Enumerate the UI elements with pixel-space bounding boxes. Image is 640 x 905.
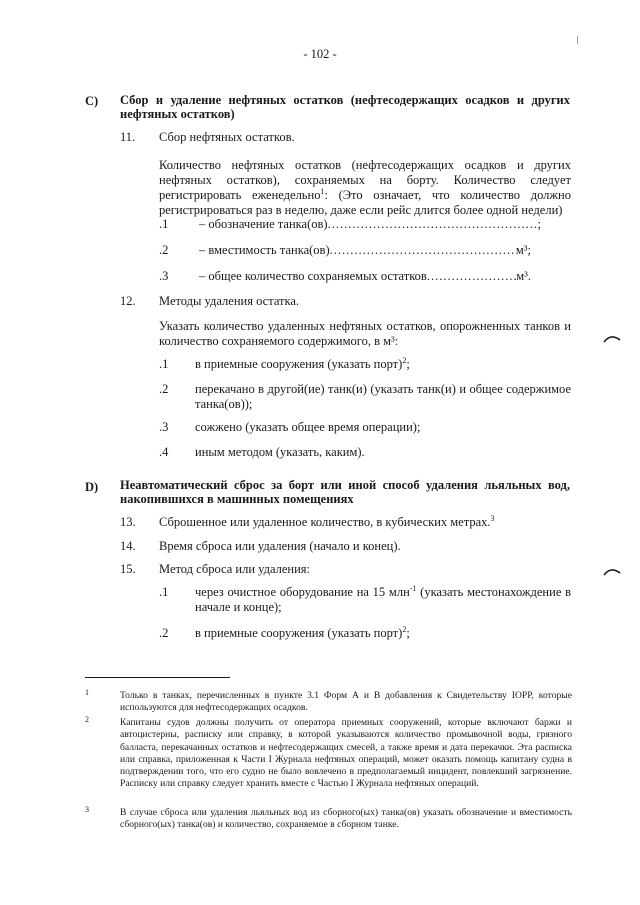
footnote-1-text: Только в танках, перечисленных в пункте 3.1 Форм А и В добавления к Свидетельству IOPP, которые используются для нефтесодержащих осадков. — [120, 690, 572, 714]
item-12-1-text-wrap — [195, 357, 571, 372]
item-13-number: 13. — [120, 515, 136, 529]
item-11-2-line — [199, 243, 531, 258]
item-15-1-text-b: (указать местонахождение в начале и конце); — [195, 585, 571, 614]
item-11-1-number: .1 — [159, 217, 169, 231]
footnote-ref-2: 2 — [402, 624, 407, 634]
item-11-paragraph-a: Количество нефтяных остатков (нефтесодержащих осадков и других нефтяных остатков), сохраняемых на борту. Количество следует регистрировать еженедельно — [159, 158, 571, 202]
margin-curl-mark — [603, 333, 621, 343]
item-15-1-text-wrap — [195, 585, 571, 615]
item-12-2-number: .2 — [159, 382, 169, 396]
section-c-letter: C) — [85, 94, 99, 108]
footnote-3-text: В случае сброса или удаления льяльных вод из сборного(ых) танка(ов) указать обозначение и вместимость сборного(ых) танка(ов) и количество, сохраняемое в сборном танке. — [120, 807, 572, 831]
section-d-letter: D) — [85, 480, 99, 494]
footnote-1-number: 1 — [85, 688, 89, 697]
item-11-3-line — [199, 269, 531, 284]
item-12-2-text: перекачано в другой(ие) танк(и) (указать танк(и) и общее содержимое танка(ов)); — [195, 382, 571, 411]
item-15-2-number: .2 — [159, 626, 169, 640]
item-12-3-text: сожжено (указать общее время операции); — [195, 420, 421, 434]
item-11-3-end: м³. — [516, 269, 531, 283]
footnote-2-text: Капитаны судов должны получить от оператора приемных сооружений, которые включают баржи и автоцистерны, расписку или справку, в которой указываются количество промывочной воды, грязного балласта, перекачанных остатков и нефтесодержащих смесей, а также время и дата перекачки. Эта расписка или справка, приложенная к Части I Журнала нефтяных операций, может оказать помощь капитану судна в подтверждении того, что его судно не было вовлечено в предполагаемый инцидент, повлекший загрязнение. Расписку или справку следует хранить вместе с Частью I Журнала нефтяных операций. — [120, 717, 572, 790]
footnote-2-number: 2 — [85, 715, 89, 724]
item-11-2-number: .2 — [159, 243, 169, 257]
item-15-1-text-a: через очистное оборудование на 15 млн — [195, 585, 410, 599]
footnote-ref-1: 1 — [320, 186, 325, 196]
margin-tick — [577, 36, 578, 44]
item-11-2-text: – вместимость танка(ов) — [199, 243, 330, 257]
item-11-3-number: .3 — [159, 269, 169, 283]
item-11-paragraph-b: : (Это означает, что количество должно регистрироваться раз в неделю, даже если рейс длится более одной недели) — [159, 188, 571, 217]
dot-leader — [330, 243, 516, 258]
item-12-3-number: .3 — [159, 420, 169, 434]
item-15-1-number: .1 — [159, 585, 169, 599]
item-12-1-text: в приемные сооружения (указать порт) — [195, 357, 403, 371]
item-11-1-line — [199, 217, 541, 232]
footnote-ref-2: 2 — [402, 355, 407, 365]
dot-leader — [328, 217, 538, 232]
page-number: - 102 - — [303, 47, 337, 61]
item-14-text: Время сброса или удаления (начало и конец). — [159, 539, 401, 553]
item-12-paragraph: Указать количество удаленных нефтяных остатков, опорожненных танков и количество сохраняемого содержимого, в м³: — [159, 319, 571, 348]
section-c-title: Сбор и удаление нефтяных остатков (нефтесодержащих осадков и других нефтяных остатков) — [120, 93, 570, 121]
item-12-1-end: ; — [406, 357, 410, 371]
item-11-title: Сбор нефтяных остатков. — [159, 130, 295, 144]
dot-leader — [427, 269, 516, 284]
section-d-title: Неавтоматический сброс за борт или иной способ удаления льяльных вод, накопившихся в машинных помещениях — [120, 478, 570, 506]
item-15-2-text-wrap — [195, 626, 410, 641]
item-12-number: 12. — [120, 294, 136, 308]
item-11-paragraph — [159, 158, 571, 218]
footnote-ref-3: 3 — [490, 513, 495, 523]
item-12-4-text: иным методом (указать, каким). — [195, 445, 365, 459]
item-11-1-end: ; — [537, 217, 541, 231]
item-13-text: Сброшенное или удаленное количество, в кубических метрах. — [159, 515, 491, 529]
item-11-1-text: – обозначение танка(ов) — [199, 217, 328, 231]
item-12-1-number: .1 — [159, 357, 169, 371]
item-12-4-number: .4 — [159, 445, 169, 459]
item-13-text-wrap — [159, 515, 495, 530]
item-15-text: Метод сброса или удаления: — [159, 562, 311, 576]
margin-curl-mark — [603, 566, 621, 576]
footnote-divider — [85, 677, 230, 678]
item-15-2-text-a: в приемные сооружения (указать порт) — [195, 626, 403, 640]
item-11-2-end: м³; — [515, 243, 531, 257]
item-15-2-text-b: ; — [406, 626, 410, 640]
item-11-3-text: – общее количество сохраняемых остатков — [199, 269, 427, 283]
item-14-number: 14. — [120, 539, 136, 553]
item-15-number: 15. — [120, 562, 136, 576]
footnote-3-number: 3 — [85, 805, 89, 814]
item-12-title: Методы удаления остатка. — [159, 294, 300, 308]
unit-superscript: -1 — [409, 583, 417, 593]
item-11-number: 11. — [120, 130, 136, 144]
